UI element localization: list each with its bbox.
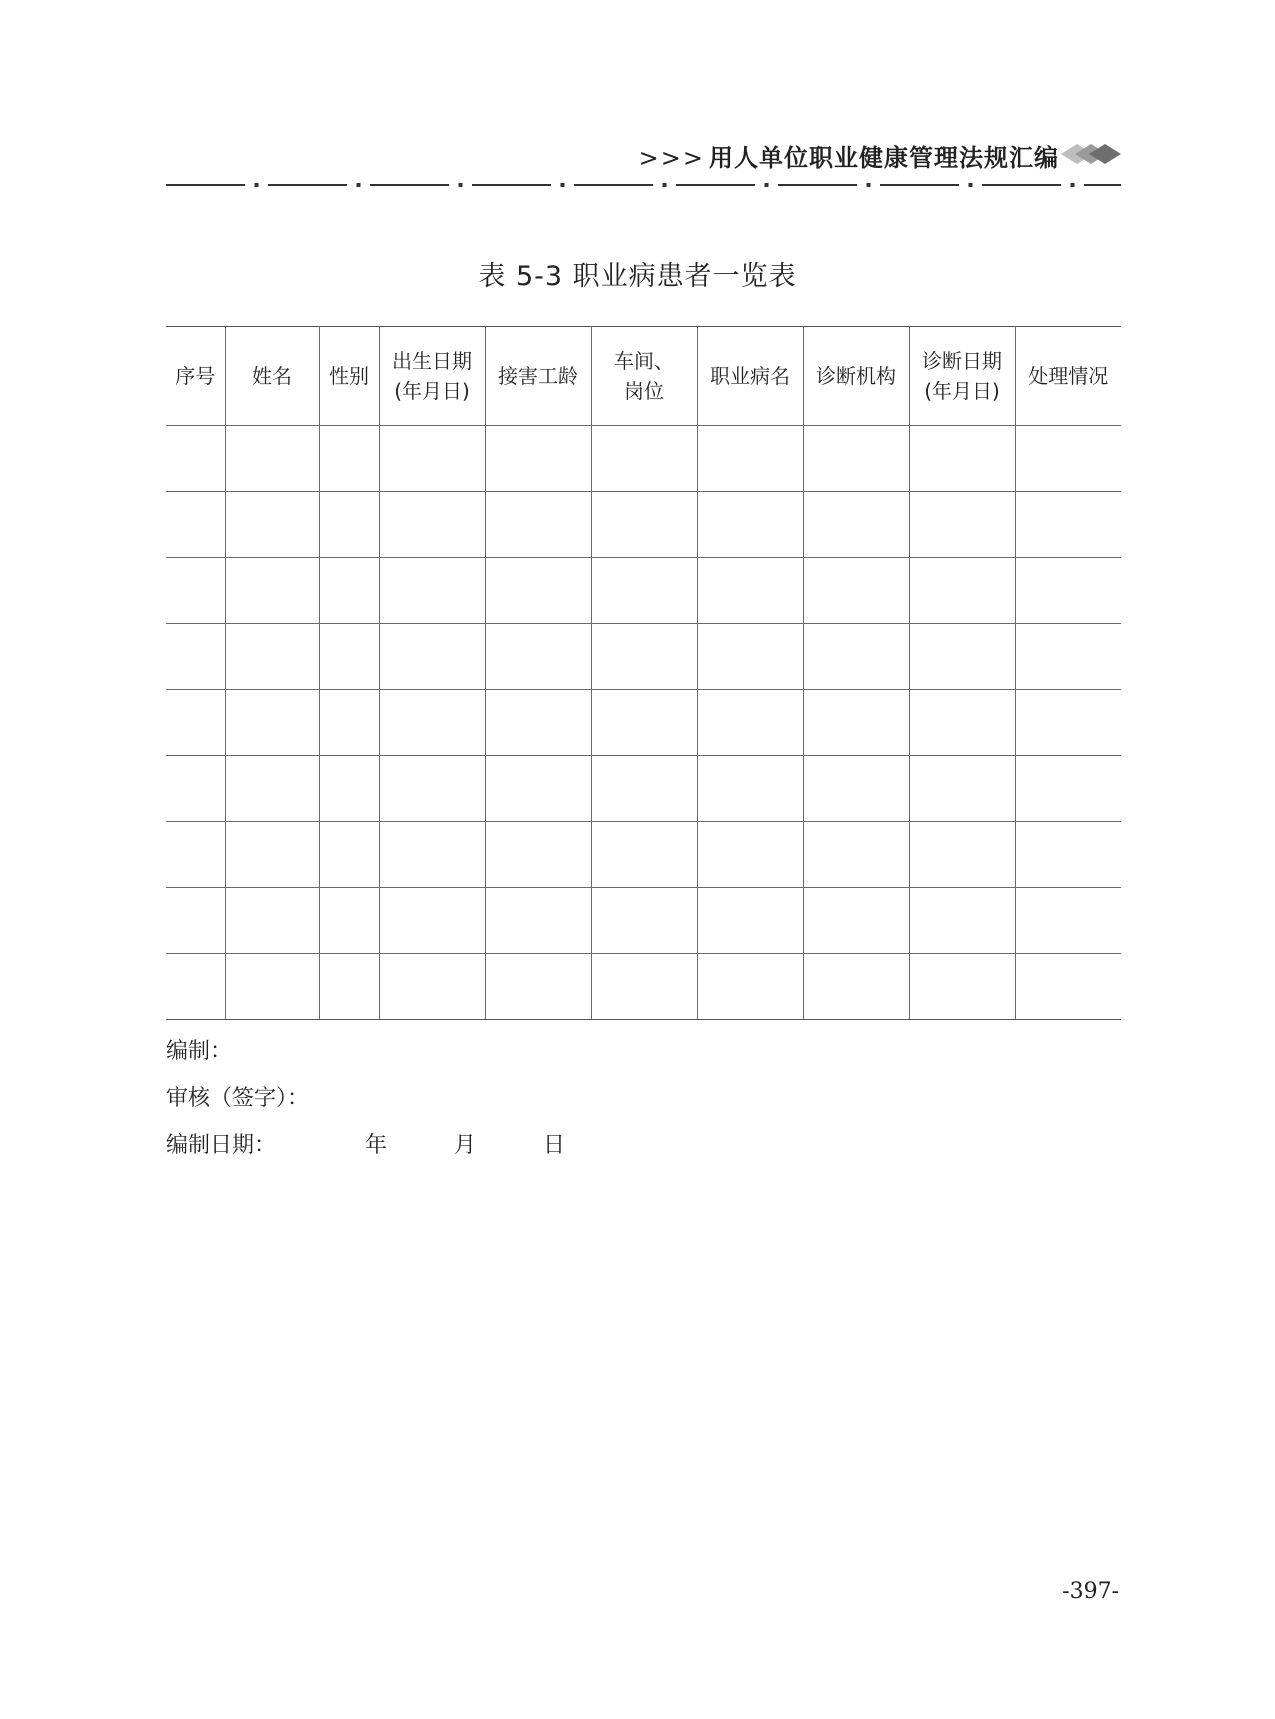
column-header (1015, 327, 1121, 426)
table-cell (1015, 558, 1121, 624)
table-cell (379, 888, 485, 954)
table-cell (803, 492, 909, 558)
month-label: 月 (454, 1133, 477, 1158)
table-cell (485, 822, 591, 888)
table-cell (909, 888, 1015, 954)
table-cell (166, 756, 225, 822)
table-cell (697, 756, 803, 822)
table-cell (166, 690, 225, 756)
table-cell (166, 954, 225, 1020)
table-cell (225, 888, 319, 954)
column-header-line2: (年月日) (394, 379, 470, 403)
column-header-line2: 岗位 (624, 379, 664, 403)
table-cell (379, 624, 485, 690)
table-cell (485, 492, 591, 558)
table-cell (591, 426, 697, 492)
table-cell (485, 426, 591, 492)
table-row (166, 690, 1121, 756)
table-header-row (166, 327, 1121, 426)
diamond-ornament-icon (1059, 141, 1121, 167)
table-cell (485, 756, 591, 822)
table-cell (485, 954, 591, 1020)
table-row (166, 492, 1121, 558)
table-cell (697, 954, 803, 1020)
table-cell (485, 888, 591, 954)
table-cell (166, 492, 225, 558)
table-row (166, 624, 1121, 690)
table-cell (166, 624, 225, 690)
table-cell (591, 624, 697, 690)
table-cell (1015, 690, 1121, 756)
table-cell (379, 426, 485, 492)
table-cell (225, 558, 319, 624)
table-cell (166, 822, 225, 888)
table-cell (909, 822, 1015, 888)
table-cell (1015, 492, 1121, 558)
table-row (166, 888, 1121, 954)
column-header (697, 327, 803, 426)
table-cell (697, 558, 803, 624)
column-header-line1: 出生日期 (392, 349, 472, 373)
year-label: 年 (365, 1133, 388, 1158)
table-cell (319, 492, 379, 558)
table-cell (319, 822, 379, 888)
table-cell (225, 756, 319, 822)
table-cell (1015, 954, 1121, 1020)
table-cell (591, 888, 697, 954)
table-cell (803, 756, 909, 822)
column-header-line2: (年月日) (924, 379, 1000, 403)
table-cell (166, 558, 225, 624)
table-cell (803, 624, 909, 690)
table-cell (319, 624, 379, 690)
table-cell (225, 690, 319, 756)
table-cell (909, 426, 1015, 492)
patients-table (166, 326, 1121, 1020)
table-cell (225, 624, 319, 690)
header-dashed-rule (166, 182, 1121, 188)
table-cell (166, 888, 225, 954)
table-cell (909, 756, 1015, 822)
table-cell (591, 690, 697, 756)
table-cell (909, 624, 1015, 690)
table-cell (485, 624, 591, 690)
table-cell (803, 690, 909, 756)
table-cell (591, 822, 697, 888)
reviewer-signature-label: 审核（签字）： (166, 1086, 310, 1111)
table-cell (166, 426, 225, 492)
table-cell (319, 558, 379, 624)
table-cell (697, 888, 803, 954)
table-cell (803, 954, 909, 1020)
table-row (166, 822, 1121, 888)
column-header (803, 327, 909, 426)
table-cell (1015, 426, 1121, 492)
table-row (166, 558, 1121, 624)
column-header (591, 327, 697, 426)
running-header (166, 138, 1121, 198)
column-header-line1: 接害工龄 (498, 364, 578, 388)
table-cell (225, 492, 319, 558)
column-header (225, 327, 319, 426)
column-header (909, 327, 1015, 426)
table-cell (697, 426, 803, 492)
table-cell (909, 492, 1015, 558)
book-title (639, 138, 1059, 173)
table-cell (379, 822, 485, 888)
table-cell (591, 492, 697, 558)
column-header-line1: 职业病名 (710, 364, 790, 388)
column-header-line1: 序号 (175, 364, 216, 388)
column-header (319, 327, 379, 426)
table-cell (319, 426, 379, 492)
book-title-text: 用人单位职业健康管理法规汇编 (709, 143, 1059, 172)
column-header-line1: 诊断机构 (816, 364, 896, 388)
table-cell (319, 954, 379, 1020)
table-cell (591, 558, 697, 624)
table-cell (1015, 756, 1121, 822)
table-cell (485, 690, 591, 756)
column-header-line1: 车间、 (614, 349, 674, 373)
table-cell (485, 558, 591, 624)
table-cell (319, 888, 379, 954)
column-header-line1: 姓名 (252, 364, 292, 388)
table-cell (591, 954, 697, 1020)
table-row (166, 426, 1121, 492)
column-header-line1: 处理情况 (1028, 364, 1109, 388)
table-cell (697, 624, 803, 690)
table-cell (1015, 822, 1121, 888)
table-cell (379, 558, 485, 624)
column-header (166, 327, 225, 426)
column-header-line1: 性别 (329, 364, 369, 388)
table-body (166, 426, 1121, 1020)
table-title: 表 5-3 职业病患者一览表 (478, 261, 797, 292)
table-cell (379, 690, 485, 756)
column-header (379, 327, 485, 426)
chevron-icon: >>> (638, 144, 705, 172)
table-cell (379, 954, 485, 1020)
table-cell (697, 822, 803, 888)
table-cell (1015, 624, 1121, 690)
table-cell (379, 756, 485, 822)
table-cell (803, 888, 909, 954)
table-cell (909, 690, 1015, 756)
table-cell (319, 756, 379, 822)
table-cell (225, 954, 319, 1020)
table-cell (803, 822, 909, 888)
table-cell (697, 492, 803, 558)
table-cell (591, 756, 697, 822)
table-cell (319, 690, 379, 756)
table-cell (379, 492, 485, 558)
table-cell (803, 558, 909, 624)
table-cell (909, 954, 1015, 1020)
page-number: -397- (1062, 1579, 1119, 1604)
compile-date-label: 编制日期： (166, 1133, 277, 1158)
table-cell (225, 426, 319, 492)
table-row (166, 756, 1121, 822)
column-header-line1: 诊断日期 (922, 349, 1002, 373)
column-header (485, 327, 591, 426)
table-cell (697, 690, 803, 756)
compile-date-line (166, 1128, 565, 1159)
table-cell (909, 558, 1015, 624)
table-cell (1015, 888, 1121, 954)
day-label: 日 (543, 1133, 566, 1158)
table-cell (803, 426, 909, 492)
table-row (166, 954, 1121, 1020)
table-cell (225, 822, 319, 888)
compiler-label: 编制： (166, 1039, 233, 1064)
